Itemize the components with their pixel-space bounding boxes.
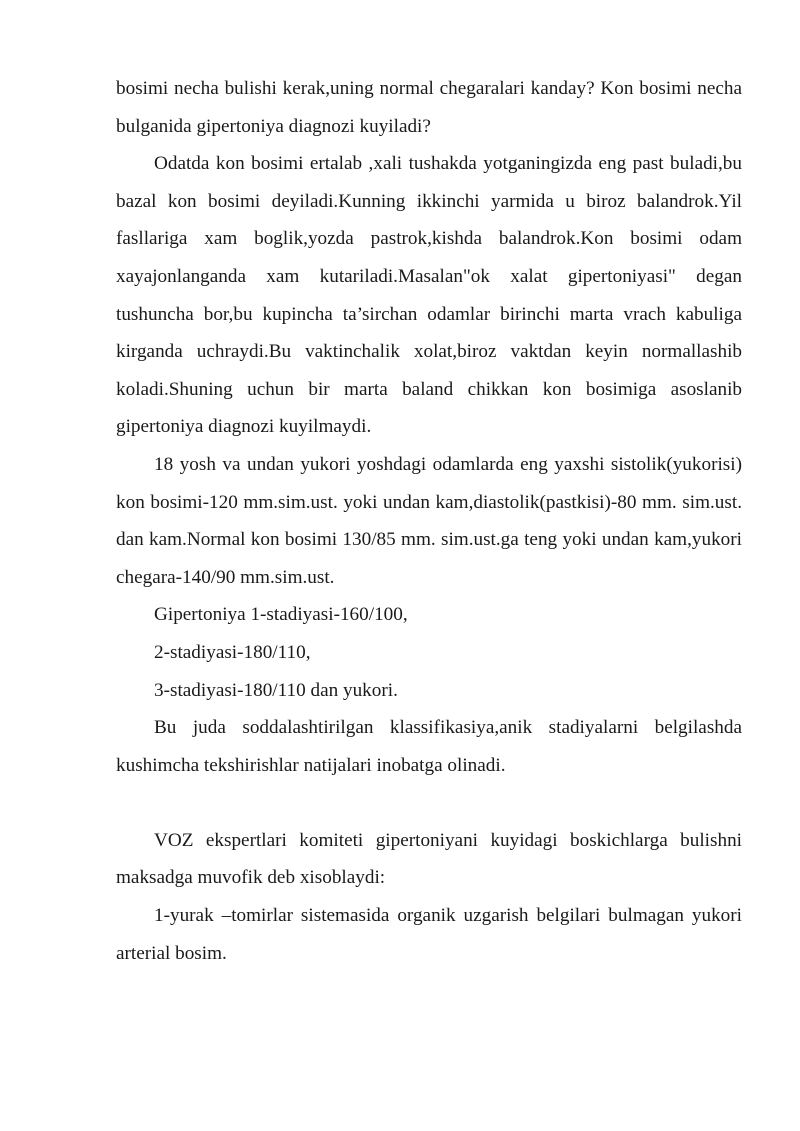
- paragraph-stage-1: Gipertoniya 1-stadiyasi-160/100,: [154, 604, 408, 626]
- paragraph-stage-3: 3-stadiyasi-180/110 dan yukori.: [154, 679, 398, 701]
- paragraph-stage-list-1: 1-yurak –tomirlar sistemasida organik uzgarish belgilari bulmagan yukori arterial bosim.: [116, 905, 742, 964]
- paragraph-who-committee: VOZ ekspertlari komiteti gipertoniyani kuyidagi boskichlarga bulishni maksadga muvofik deb xisoblaydi:: [116, 829, 742, 889]
- blank-line: [116, 784, 742, 822]
- document-body: [116, 70, 742, 972]
- paragraph-continuation: bosimi necha bulishi kerak,uning normal chegaralari kanday? Kon bosimi necha bulganida gipertoniya diagnozi kuyiladi?: [116, 78, 742, 137]
- paragraph-normal-values: 18 yosh va undan yukori yoshdagi odamlarda eng yaxshi sistolik(yukorisi) kon bosimi-120 mm.sim.ust. yoki undan kam,diastolik(pastkisi)-80 mm. sim.ust. dan kam.Normal kon bosimi 130/85 mm. sim.ust.ga teng yoki undan kam,yukori chegara-140/90 mm.sim.ust.: [116, 453, 742, 588]
- paragraph-blood-pressure-daily: Odatda kon bosimi ertalab ,xali tushakda yotganingizda eng past buladi,bu bazal kon bosimi deyiladi.Kunning ikkinchi yarmida u biroz balandrok.Yil fasllariga xam boglik,yozda pastrok,kishda balandrok.Kon bosimi odam xayajonlanganda xam kutariladi.Masalan"ok xalat gipertoniyasi" degan tushuncha bor,bu kupincha ta’sirchan odamlar birinchi marta vrach kabuliga kirganda uchraydi.Bu vaktinchalik xolat,biroz vaktdan keyin normallashib koladi.Shuning uchun bir marta baland chikkan kon bosimiga asoslanib gipertoniya diagnozi kuyilmaydi.: [116, 153, 742, 438]
- paragraph-stage-2: 2-stadiyasi-180/110,: [154, 641, 311, 663]
- paragraph-classification-note: Bu juda soddalashtirilgan klassifikasiya,anik stadiyalarni belgilashda kushimcha tekshirishlar natijalari inobatga olinadi.: [116, 717, 742, 776]
